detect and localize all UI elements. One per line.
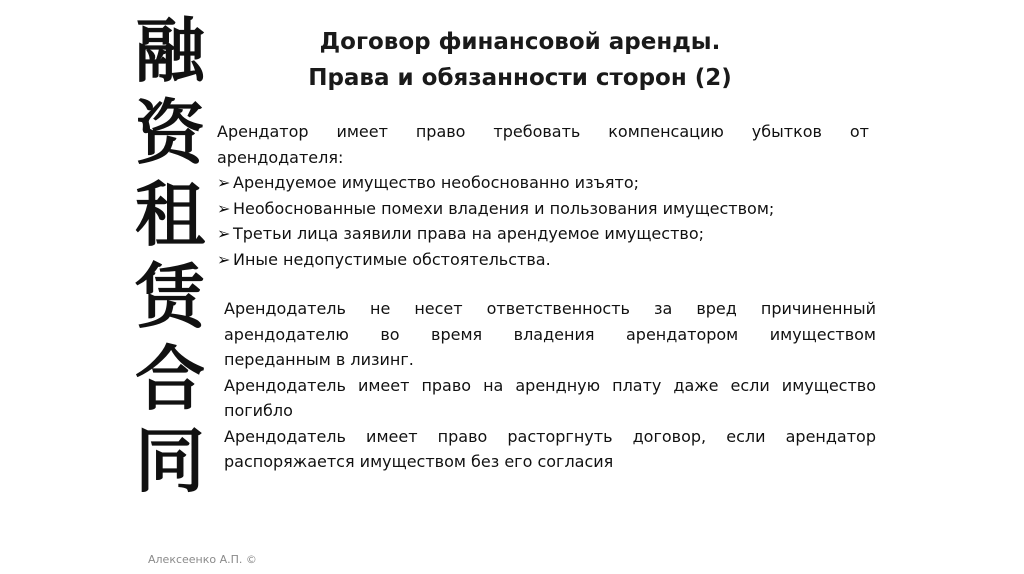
intro-line: арендодателя: <box>217 147 344 167</box>
side-char: 资 <box>135 91 205 174</box>
side-char: 融 <box>135 9 205 92</box>
paragraph-line: арендодателю во время владения арендатором имуществом <box>224 324 876 344</box>
list-item <box>217 247 869 273</box>
paragraph-line: Арендодатель не несет ответственность за вред причиненный <box>224 299 876 318</box>
paragraph-line: Арендодатель имеет право на арендную плату даже если имущество <box>224 375 876 395</box>
vertical-chinese-title <box>132 10 208 502</box>
arrow-bullet-icon: ➢ <box>217 224 231 243</box>
arrow-bullet-icon: ➢ <box>217 249 231 269</box>
lessee-rights-block <box>217 119 869 272</box>
paragraph-line: погибло <box>224 401 293 420</box>
list-item <box>217 221 869 247</box>
list-item-text: Иные недопустимые обстоятельства. <box>233 249 551 269</box>
side-char: 合 <box>135 337 205 420</box>
arrow-bullet-icon: ➢ <box>217 173 231 192</box>
side-char: 同 <box>135 419 205 502</box>
slide-title <box>240 24 800 96</box>
lessor-provisions-block <box>224 296 876 475</box>
list-item <box>217 196 869 222</box>
paragraph-line: распоряжается имуществом без его согласия <box>224 452 614 471</box>
title-line-1: Договор финансовой аренды. <box>319 29 721 55</box>
side-char: 租 <box>135 173 205 256</box>
arrow-bullet-icon: ➢ <box>217 198 231 218</box>
list-item-text: Необоснованные помехи владения и пользования имуществом; <box>233 198 775 218</box>
list-item-text: Третьи лица заявили права на арендуемое имущество; <box>233 224 704 243</box>
author-footer: Алексеенко А.П. © <box>148 553 257 566</box>
intro-line: Арендатор имеет право требовать компенсацию убытков от <box>217 122 869 141</box>
paragraph-line: переданным в лизинг. <box>224 350 414 369</box>
paragraph-line: Арендодатель имеет право расторгнуть договор, если арендатор <box>224 426 876 446</box>
side-char: 赁 <box>135 255 205 338</box>
list-item <box>217 170 869 196</box>
title-line-2: Права и обязанности сторон (2) <box>308 65 732 91</box>
list-item-text: Арендуемое имущество необоснованно изъято; <box>233 173 640 192</box>
